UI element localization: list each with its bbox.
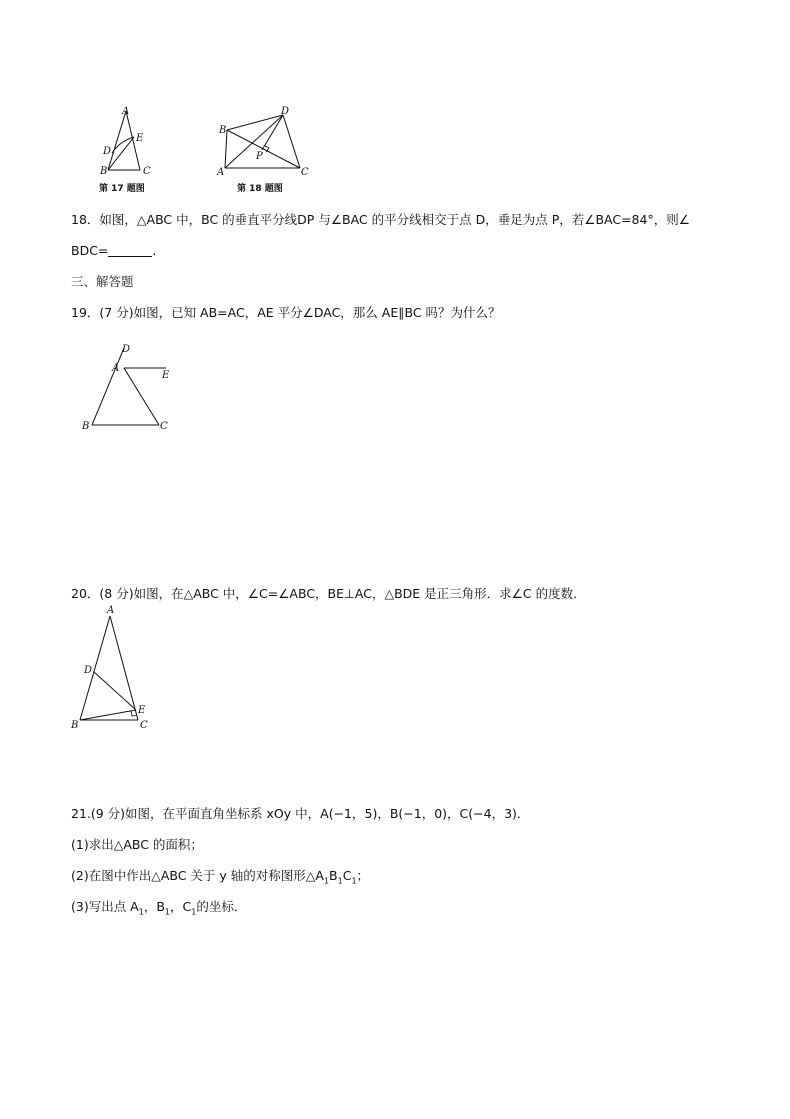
figure-19 <box>76 340 186 435</box>
fig19-label-d: D <box>122 344 131 355</box>
figure-19-drawing <box>76 340 186 435</box>
q21-intro: 21.(9 分)如图，在平面直角坐标系 xOy 中，A(−1，5)，B(−1，0)，C(−4，3)． <box>71 806 530 821</box>
figure-18-drawing <box>215 105 315 197</box>
fig18-label-a: A <box>217 167 225 178</box>
q18-answer-blank <box>108 244 152 257</box>
fig17-label-b: B <box>100 166 108 177</box>
fig18-label-d: D <box>281 106 290 117</box>
q21-part3-b: ，B <box>143 899 165 914</box>
fig17-label-a: A <box>122 106 130 117</box>
section-3-title: 三、解答题 <box>71 274 134 289</box>
fig19-label-a: A <box>112 363 120 374</box>
q21-part3-sub-b: 1 <box>164 907 170 917</box>
fig18-label-p: P <box>256 151 263 162</box>
fig20-label-d: D <box>84 665 93 676</box>
figure-17-drawing <box>90 105 170 197</box>
q21-part2-sub-c: 1 <box>351 876 357 886</box>
q18-line1: 18．如图，△ABC 中，BC 的垂直平分线DP 与∠BAC 的平分线相交于点 D，垂足为点 P，若∠BAC=84°，则∠ <box>71 212 690 227</box>
q21-part2-suffix: ； <box>356 868 370 883</box>
q21-part2-sub-b: 1 <box>337 876 343 886</box>
q21-part2-prefix: (2)在图中作出△ABC 关于 y 轴的对称图形△A <box>71 868 324 883</box>
q21-part1: (1)求出△ABC 的面积； <box>71 837 203 852</box>
fig17-label-c: C <box>143 166 151 177</box>
q18-line2-suffix: . <box>152 243 157 258</box>
q21-part3-c: ，C <box>170 899 192 914</box>
q21-part3 <box>71 897 246 917</box>
q21-part2-b: B <box>329 868 338 883</box>
q21-part3-suffix: 的坐标． <box>196 899 247 914</box>
fig17-label-d: D <box>103 146 112 157</box>
fig18-label-c: C <box>301 167 309 178</box>
q21-part3-sub-c: 1 <box>191 907 197 917</box>
q18-line2-prefix: BDC= <box>71 243 109 258</box>
q21-part2 <box>71 866 369 886</box>
fig18-label-b: B <box>219 125 227 136</box>
fig19-label-e: E <box>162 370 170 381</box>
figure-20-drawing <box>68 602 158 732</box>
q20-text: 20．(8 分)如图，在△ABC 中，∠C=∠ABC，BE⊥AC，△BDE 是正三角形．求∠C 的度数． <box>71 586 586 601</box>
q21-part3-prefix: (3)写出点 A <box>71 899 139 914</box>
fig19-label-b: B <box>82 421 90 432</box>
figure-17 <box>90 105 170 197</box>
fig17-label-e: E <box>136 133 144 144</box>
fig20-label-c: C <box>140 720 148 731</box>
fig18-caption: 第 18 题图 <box>237 184 283 194</box>
q21-part2-c: C <box>342 868 352 883</box>
fig20-label-b: B <box>71 720 79 731</box>
fig20-label-e: E <box>138 705 146 716</box>
figure-18 <box>215 105 315 197</box>
q21-part3-sub-a: 1 <box>138 907 144 917</box>
q18-line2 <box>71 243 156 258</box>
figure-20 <box>68 602 158 732</box>
fig17-caption: 第 17 题图 <box>99 184 145 194</box>
fig19-label-c: C <box>160 421 168 432</box>
q21-part2-sub-a: 1 <box>323 876 330 886</box>
fig20-label-a: A <box>107 605 115 616</box>
q19-text: 19．(7 分)如图，已知 AB=AC，AE 平分∠DAC，那么 AE∥BC 吗？为什么？ <box>71 305 501 320</box>
